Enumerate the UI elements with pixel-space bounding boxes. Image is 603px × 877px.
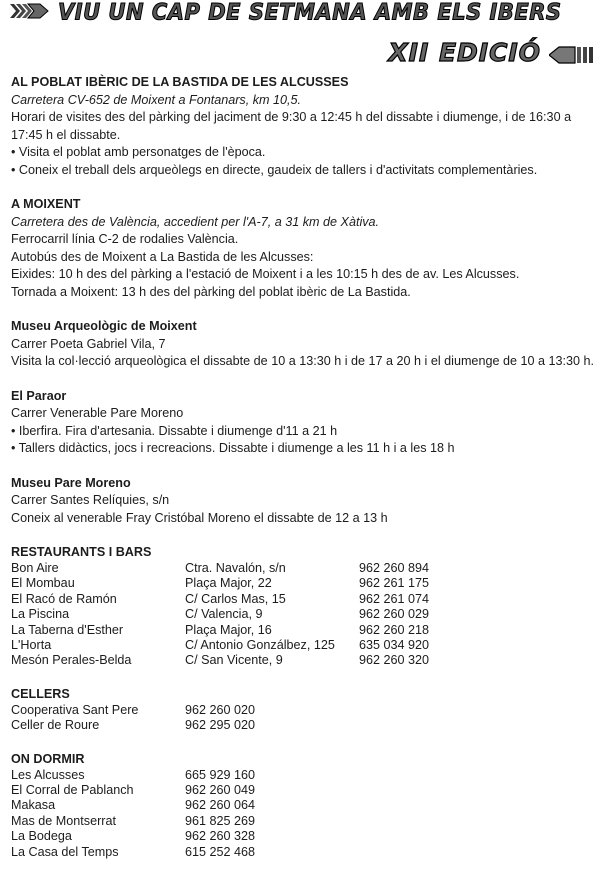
section-paraor (11, 388, 596, 458)
restaurant-phone: 962 261 074 (359, 591, 430, 606)
restaurant-address: Plaça Major, 16 (185, 622, 272, 637)
section-line: Horari de visites des del pàrking del jaciment de 9:30 a 12:45 h del dissabte i diumenge, i de 16:30 a 17:45 h el dissabte. (11, 110, 572, 142)
section-line: Visita la col·lecció arqueològica el dissabte de 10 a 13:30 h i de 17 a 20 h i el diumenge de 10 a 13:30 h. (11, 354, 594, 368)
section-line: Carrer Poeta Gabriel Vila, 7 (11, 336, 166, 351)
section-line: Carrer Venerable Pare Moreno (11, 406, 184, 420)
lodging-phone: 665 929 160 (185, 767, 256, 782)
lodging-name: Mas de Montserrat (11, 813, 116, 828)
section-moixent (11, 196, 596, 301)
section-line: Autobús des de Moixent a La Bastida de les Alcusses: (11, 249, 314, 264)
section-line: Tornada a Moixent: 13 h des del pàrking del poblat ibèric de La Bastida. (11, 284, 411, 299)
section-line: • Tallers didàctics, jocs i recreacions. Dissabte i diumenge a les 11 h i a les 18 h (11, 441, 455, 455)
lodging-name: La Casa del Temps (11, 844, 119, 859)
lodging-phone: 961 825 269 (185, 813, 256, 828)
cellers-section (11, 686, 596, 734)
lodging-phone: 962 260 049 (185, 783, 256, 798)
section-title: Museu Pare Moreno (11, 475, 131, 490)
celler-name: Cooperativa Sant Pere (11, 702, 139, 717)
restaurant-name: El Mombau (11, 576, 75, 591)
restaurant-phone: 962 260 218 (359, 622, 430, 637)
restaurants-section (11, 544, 596, 669)
edition-label: XII EDICIÓ (388, 38, 541, 67)
lodging-name: Makasa (11, 798, 56, 813)
page-title: VIU UN CAP DE SETMANA AMB ELS IBERS (58, 0, 562, 25)
restaurant-phone: 635 034 920 (359, 638, 430, 653)
section-title: ON DORMIR (11, 751, 85, 766)
section-line: • Iberfira. Fira d'artesania. Dissabte i diumenge d'11 a 21 h (11, 423, 338, 438)
restaurant-address: C/ Carlos Mas, 15 (185, 591, 286, 606)
section-title: RESTAURANTS I BARS (11, 545, 152, 559)
content (11, 74, 596, 877)
restaurant-name: La Taberna d'Esther (11, 622, 124, 637)
restaurant-phone: 962 261 175 (359, 576, 430, 591)
section-line: Ferrocarril línia C-2 de rodalies València. (11, 232, 239, 246)
celler-phone: 962 260 020 (185, 702, 256, 717)
arrow-left-icon (549, 45, 595, 65)
section-title: CELLERS (11, 686, 70, 701)
lodging-phone: 615 252 468 (185, 844, 256, 859)
section-subtitle: Carretera CV-652 de Moixent a Fontanars, km 10,5. (11, 92, 302, 107)
restaurant-address: C/ San Vicente, 9 (185, 653, 283, 668)
section-line: • Coneix el treball dels arqueòlegs en directe, gaudeix de tallers i d'activitats complementàries. (11, 162, 538, 177)
section-title: AL POBLAT IBÈRIC DE LA BASTIDA DE LES ALCUSSES (11, 75, 349, 89)
restaurant-phone: 962 260 029 (359, 607, 430, 622)
dormir-section (11, 751, 596, 860)
section-title: A MOIXENT (11, 197, 81, 211)
section-subtitle: Carretera des de València, accedient per l'A-7, a 31 km de Xàtiva. (11, 214, 380, 229)
restaurant-name: L'Horta (11, 638, 52, 653)
lodging-name: Les Alcusses (11, 767, 85, 782)
lodging-phone: 962 260 064 (185, 798, 256, 813)
celler-name: Celler de Roure (11, 718, 100, 733)
restaurant-name: Bon Aire (11, 561, 59, 575)
section-bastida (11, 74, 596, 179)
section-line: Carrer Santes Relíquies, s/n (11, 493, 170, 507)
lodging-name: El Corral de Pablanch (11, 783, 134, 798)
section-museu-pare-moreno (11, 475, 596, 528)
restaurant-address: C/ Valencia, 9 (185, 607, 263, 622)
restaurant-address: C/ Antonio Gonzálbez, 125 (185, 638, 335, 653)
restaurant-address: Ctra. Navalón, s/n (185, 561, 286, 575)
restaurant-name: Mesón Perales-Belda (11, 653, 132, 668)
dormir-table (11, 768, 596, 860)
arrow-right-icon (10, 2, 50, 20)
lodging-phone: 962 260 328 (185, 829, 256, 844)
section-line: • Visita el poblat amb personatges de l'època. (11, 145, 266, 159)
lodging-name: La Bodega (11, 829, 72, 844)
section-title: El Paraor (11, 388, 67, 403)
header-banner (0, 0, 603, 70)
celler-phone: 962 295 020 (185, 718, 256, 733)
restaurant-address: Plaça Major, 22 (185, 576, 272, 591)
restaurant-name: La Piscina (11, 607, 70, 622)
restaurant-name: El Racó de Ramón (11, 591, 117, 606)
cellers-table (11, 703, 596, 734)
restaurant-phone: 962 260 320 (359, 653, 430, 668)
section-line: Eixides: 10 h des del pàrking a l'estació de Moixent i a les 10:15 h des de av. Les Alcusses. (11, 267, 520, 281)
section-line: Coneix al venerable Fray Cristóbal Moreno el dissabte de 12 a 13 h (11, 510, 388, 525)
section-title: Museu Arqueològic de Moixent (11, 319, 197, 333)
restaurants-table (11, 561, 596, 669)
section-museu-arqueologic (11, 318, 596, 371)
restaurant-phone: 962 260 894 (359, 561, 430, 575)
